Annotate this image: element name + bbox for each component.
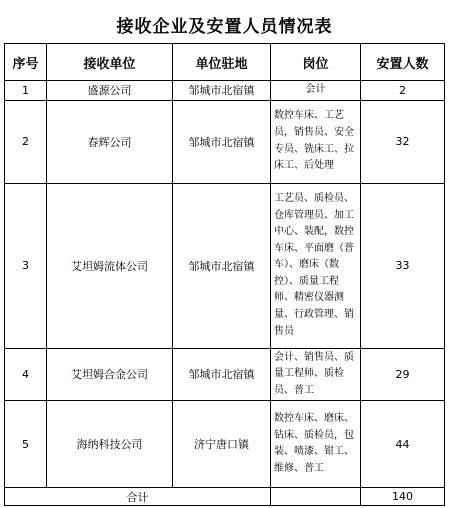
row-no: 4	[5, 348, 47, 401]
row-count: 32	[361, 100, 445, 183]
header-count: 安置人数	[361, 44, 445, 81]
total-count: 140	[361, 488, 445, 506]
row-positions: 数控车床、磨床、钻床、质检员，包装、喷漆、钳工、维修、普工	[271, 401, 361, 488]
header-positions: 岗位	[271, 44, 361, 81]
row-no: 2	[5, 100, 47, 183]
row-no: 3	[5, 183, 47, 348]
row-location: 邹城市北宿镇	[173, 81, 271, 101]
table-row	[5, 81, 445, 101]
table-row	[5, 100, 445, 183]
table-row	[5, 348, 445, 401]
row-no: 1	[5, 81, 47, 101]
row-positions: 会计	[271, 81, 361, 101]
row-company: 春辉公司	[47, 100, 173, 183]
row-company: 盛源公司	[47, 81, 173, 101]
row-location: 邹城市北宿镇	[173, 183, 271, 348]
total-row	[5, 488, 445, 506]
row-company: 艾坦姆流体公司	[47, 183, 173, 348]
table-row	[5, 401, 445, 488]
row-count: 29	[361, 348, 445, 401]
table-row	[5, 183, 445, 348]
row-company: 海纳科技公司	[47, 401, 173, 488]
total-blank	[271, 488, 361, 506]
header-company: 接收单位	[47, 44, 173, 81]
row-count: 2	[361, 81, 445, 101]
total-label: 合计	[5, 488, 271, 506]
row-positions: 工艺员、质检员、仓库管理员、加工中心、装配，数控车床、平面磨（普车）、磨床（数控）、质量工程师、精密仪器测量、行政管理、销售员	[271, 183, 361, 348]
row-company: 艾坦姆合金公司	[47, 348, 173, 401]
row-location: 邹城市北宿镇	[173, 100, 271, 183]
placement-table	[4, 43, 445, 506]
row-location: 邹城市北宿镇	[173, 348, 271, 401]
row-location: 济宁唐口镇	[173, 401, 271, 488]
header-row	[5, 44, 445, 81]
header-location: 单位驻地	[173, 44, 271, 81]
row-positions: 会计、销售员、质量工程师、质检员、普工	[271, 348, 361, 401]
page-title: 接收企业及安置人员情况表	[116, 17, 333, 37]
header-no: 序号	[5, 44, 47, 81]
row-no: 5	[5, 401, 47, 488]
row-count: 33	[361, 183, 445, 348]
row-positions: 数控车床、工艺员，销售员、安全专员、铣床工、拉床工、后处理	[271, 100, 361, 183]
row-count: 44	[361, 401, 445, 488]
